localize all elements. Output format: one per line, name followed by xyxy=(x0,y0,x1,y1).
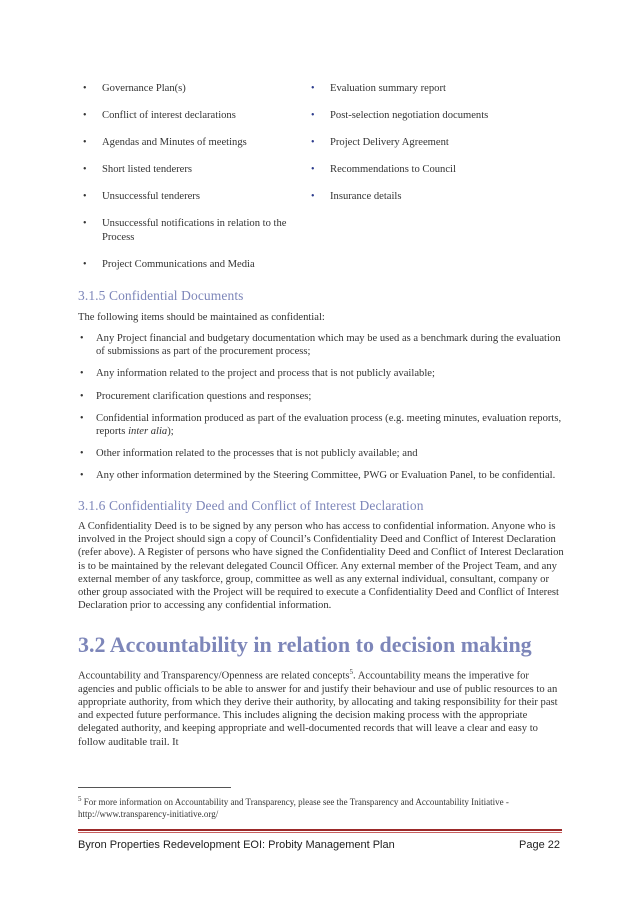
footnote-ref[interactable]: 5 xyxy=(349,668,354,676)
bullet-icon: • xyxy=(311,191,315,202)
bullet-icon: • xyxy=(80,412,84,424)
footnote: $^5$ For more information on Accountability and Transparency, please see the Transparency and Accountability Initiative - http://www.transparency-initiative.org/ xyxy=(78,795,509,819)
list-item: • Short listed tenderers xyxy=(83,164,193,175)
bullet-icon: • xyxy=(83,110,87,121)
bullet-icon: • xyxy=(83,258,87,270)
bullet-icon: • xyxy=(80,448,84,460)
bullet-icon: • xyxy=(83,191,87,202)
bullet-icon: • xyxy=(83,137,87,148)
confidential-items-list xyxy=(78,332,564,492)
section-body: A Confidentiality Deed is to be signed by any person who has access to confidential information. Anyone who is involved in the Project should sign a copy of Council’s Confidentiality Deed and Conflict of Interest Declaration (refer above). A Register of persons who have signed the Confidentiality Deed and Conflict of Interest Declaration is to be maintained by the relevant delegated Council Officer. Any external member of the Project Team, and any external member of any taskforce, group, committee as well as any external individual, consultant, company or other group associated with the Project will be required to execute a Confidentiality Deed and Conflict of Interest Declaration prior to accessing any confidential information. xyxy=(78,521,564,612)
bullet-icon: • xyxy=(311,110,315,121)
list-item: • Agendas and Minutes of meetings xyxy=(83,137,247,148)
list-item: • Conflict of interest declarations xyxy=(83,110,236,121)
bullet-icon: • xyxy=(83,218,87,229)
section-intro: The following items should be maintained as confidential: xyxy=(78,312,325,323)
list-item: • Project Delivery Agreement xyxy=(311,137,449,148)
section-heading-confidential-documents: 3.1.5 Confidential Documents xyxy=(78,288,244,303)
bullet-icon: • xyxy=(80,390,84,402)
list-item: • Unsuccessful tenderers xyxy=(83,191,200,202)
list-item: • Evaluation summary report xyxy=(311,83,446,94)
bullet-icon: • xyxy=(80,470,84,482)
footer-divider-thin xyxy=(78,832,562,833)
bullet-icon: • xyxy=(311,137,315,148)
record-list-right xyxy=(308,82,558,217)
footnote-divider xyxy=(78,787,231,788)
list-item: • Post-selection negotiation documents xyxy=(311,110,489,121)
list-item: • Governance Plan(s) xyxy=(83,83,186,94)
bullet-icon: • xyxy=(311,164,315,175)
list-item: • Any information related to the project and process that is not publicly available; xyxy=(80,368,435,380)
bullet-icon: • xyxy=(83,83,87,94)
list-item: • Any other information determined by the Steering Committee, PWG or Evaluation Panel, to be confidential. xyxy=(80,470,556,482)
footer-divider xyxy=(78,829,562,831)
list-item: • Any Project financial and budgetary documentation which may be used as a benchmark during the evaluation of submissions as part of the procurement process; xyxy=(80,333,561,358)
bullet-icon: • xyxy=(80,333,84,344)
bullet-icon: • xyxy=(311,83,315,94)
list-item: • Confidential information produced as part of the evaluation process (e.g. meeting minutes, evaluation reports, reports inter alia); xyxy=(80,412,562,438)
list-item: • Insurance details xyxy=(311,191,402,202)
footer-title: Byron Properties Redevelopment EOI: Probity Management Plan xyxy=(78,839,395,851)
list-item: • Other information related to the processes that is not publicly available; and xyxy=(80,448,418,460)
bullet-icon: • xyxy=(83,164,87,175)
section-heading-confidentiality-deed: 3.1.6 Confidentiality Deed and Conflict of Interest Declaration xyxy=(78,498,424,513)
list-item: • Unsuccessful notifications in relation to the Process xyxy=(83,218,287,243)
list-item: • Recommendations to Council xyxy=(311,164,456,175)
page-number: Page 22 xyxy=(519,839,560,851)
list-item: • Project Communications and Media xyxy=(83,258,255,270)
section-heading-accountability: 3.2 Accountability in relation to decision making xyxy=(78,632,532,657)
record-list-left xyxy=(80,82,295,285)
section-body-accountability: Accountability and Transparency/Openness are related concepts$^5$. Accountability means the imperative for agencies and public officials to be able to answer for and justify their behaviour and use of public resources to an appropriate authority, from which they derive their authority, by allocating and taking responsibility for their past and expected future performance. This includes aligning the decision making process with the appropriate delegated authority, and keeping appropriate and well-documented records that will leave a clear and easy to follow auditable trail. It xyxy=(78,668,558,748)
bullet-icon: • xyxy=(80,368,84,380)
list-item: • Procurement clarification questions and responses; xyxy=(80,390,312,402)
